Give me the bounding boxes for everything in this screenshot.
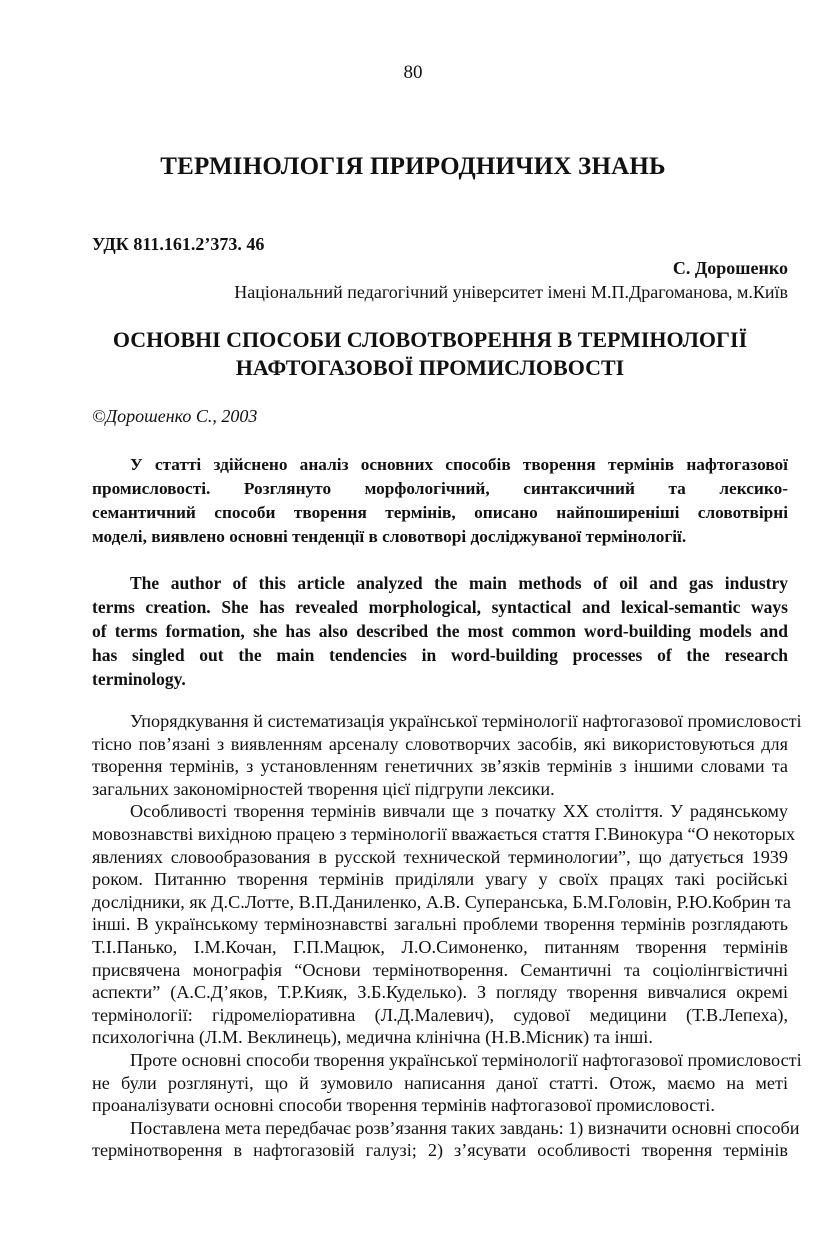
paragraph-line: проаналізувати основні способи творення термінів нафтогазової промисловості. [92, 1095, 715, 1116]
copyright: ©Дорошенко С., 2003 [92, 406, 258, 426]
abstract-line: has singled out the main tendencies in word-building processes of the research [92, 645, 788, 665]
abstract-line: terminology. [92, 669, 186, 689]
section-title: ТЕРМІНОЛОГІЯ ПРИРОДНИЧИХ ЗНАНЬ [160, 153, 666, 180]
author-name: С. Дорошенко [672, 258, 788, 278]
paragraph-line: творення термінів, з установленням генетичних зв’язків термінів з іншими словами та [92, 756, 788, 777]
paragraph-line: психологічна (Л.М. Веклинець), медична клінічна (Н.В.Місник) та інші. [92, 1027, 653, 1048]
paragraph-line: присвячена монографія “Основи термінотворення. Семантичні та соціолінгвістичні [92, 959, 788, 980]
paragraph-line: Упорядкування й систематизація української термінології нафтогазової промисловості [130, 711, 802, 731]
paragraph-line: аспекти” (А.С.Д’яков, Т.Р.Кияк, З.Б.Куделько). З погляду творення вивчалися окремі [92, 982, 788, 1003]
article-title-line: НАФТОГАЗОВОЇ ПРОМИСЛОВОСТІ [235, 355, 625, 380]
paragraph-line: загальних закономірностей творення цієї підгрупи лексики. [92, 778, 555, 799]
paragraph-line: Особливості творення термінів вивчали ще з початку XX століття. У радянському [130, 801, 788, 822]
paragraph-line: дослідники, як Д.С.Лотте, В.П.Даниленко, А.В. Суперанська, Б.М.Головін, Р.Ю.Кобрин та [92, 891, 791, 912]
paragraph-line: Т.І.Панько, І.М.Кочан, Г.П.Мацюк, Л.О.Симоненко, питанням творення термінів [92, 936, 788, 957]
paragraph [92, 1117, 800, 1162]
paragraph-line: мовознавстві вихідною працею з термінології вважається стаття Г.Винокура “О некоторых [92, 823, 796, 844]
paragraph [92, 1049, 802, 1117]
paragraph-line: не були розглянуті, що й зумовило написання даної статті. Отож, маємо на меті [92, 1072, 788, 1093]
paragraph-line: роком. Питанню творення термінів приділяли увагу у своїх працях такі російські [92, 869, 788, 890]
paragraph [92, 800, 796, 1049]
abstract-line: промисловості. Розглянуто морфологічний, синтаксичний та лексико- [92, 479, 788, 498]
abstract-line: семантичний способи творення термінів, описано найпоширеніші словотвірні [92, 503, 788, 522]
abstract-line: The author of this article analyzed the main methods of oil and gas industry [130, 573, 788, 593]
paragraph-line: термінології: гідромеліоративна (Л.Д.Малевич), судової медицини (Т.В.Лепеха), [92, 1004, 788, 1025]
paragraph-line: Проте основні способи творення української термінології нафтогазової промисловості [130, 1049, 802, 1070]
abstract-line: моделі, виявлено основні тенденції в словотворі досліджуваної термінології. [92, 527, 687, 546]
udk-code: УДК 811.161.2’373. 46 [92, 234, 265, 254]
paragraph [92, 710, 802, 800]
abstract-english [92, 571, 788, 691]
paragraph-line: термінотворення в нафтогазовій галузі; 2) з’ясувати особливості творення термінів [92, 1140, 788, 1161]
paragraph-line: Поставлена мета передбачає розв’язання таких завдань: 1) визначити основні способи [130, 1117, 800, 1138]
author-affiliation: Національний педагогічний університет імені М.П.Драгоманова, м.Київ [234, 282, 788, 302]
paragraph-line: тісно пов’язані з виявленням арсеналу словотворчих засобів, які використовуються для [92, 733, 788, 754]
abstract-ukrainian [92, 453, 788, 549]
abstract-line: terms creation. She has revealed morphological, syntactical and lexical-semantic ways [92, 597, 788, 617]
paragraph-line: явлениях словообразования в русской технической терминологии”, що датується 1939 [92, 846, 788, 867]
paragraph-line: інші. В українському термінознавстві загальні проблеми творення термінів розглядають [92, 914, 788, 935]
abstract-line: У статті здійснено аналіз основних способів творення термінів нафтогазової [130, 455, 788, 474]
abstract-line: of terms formation, she has also described the most common word-building models and [92, 621, 788, 641]
page-number: 80 [403, 62, 423, 83]
article-title-line: ОСНОВНІ СПОСОБИ СЛОВОТВОРЕННЯ В ТЕРМІНОЛОГІЇ [112, 327, 748, 352]
article-title [60, 326, 800, 382]
body-text [92, 710, 802, 1162]
